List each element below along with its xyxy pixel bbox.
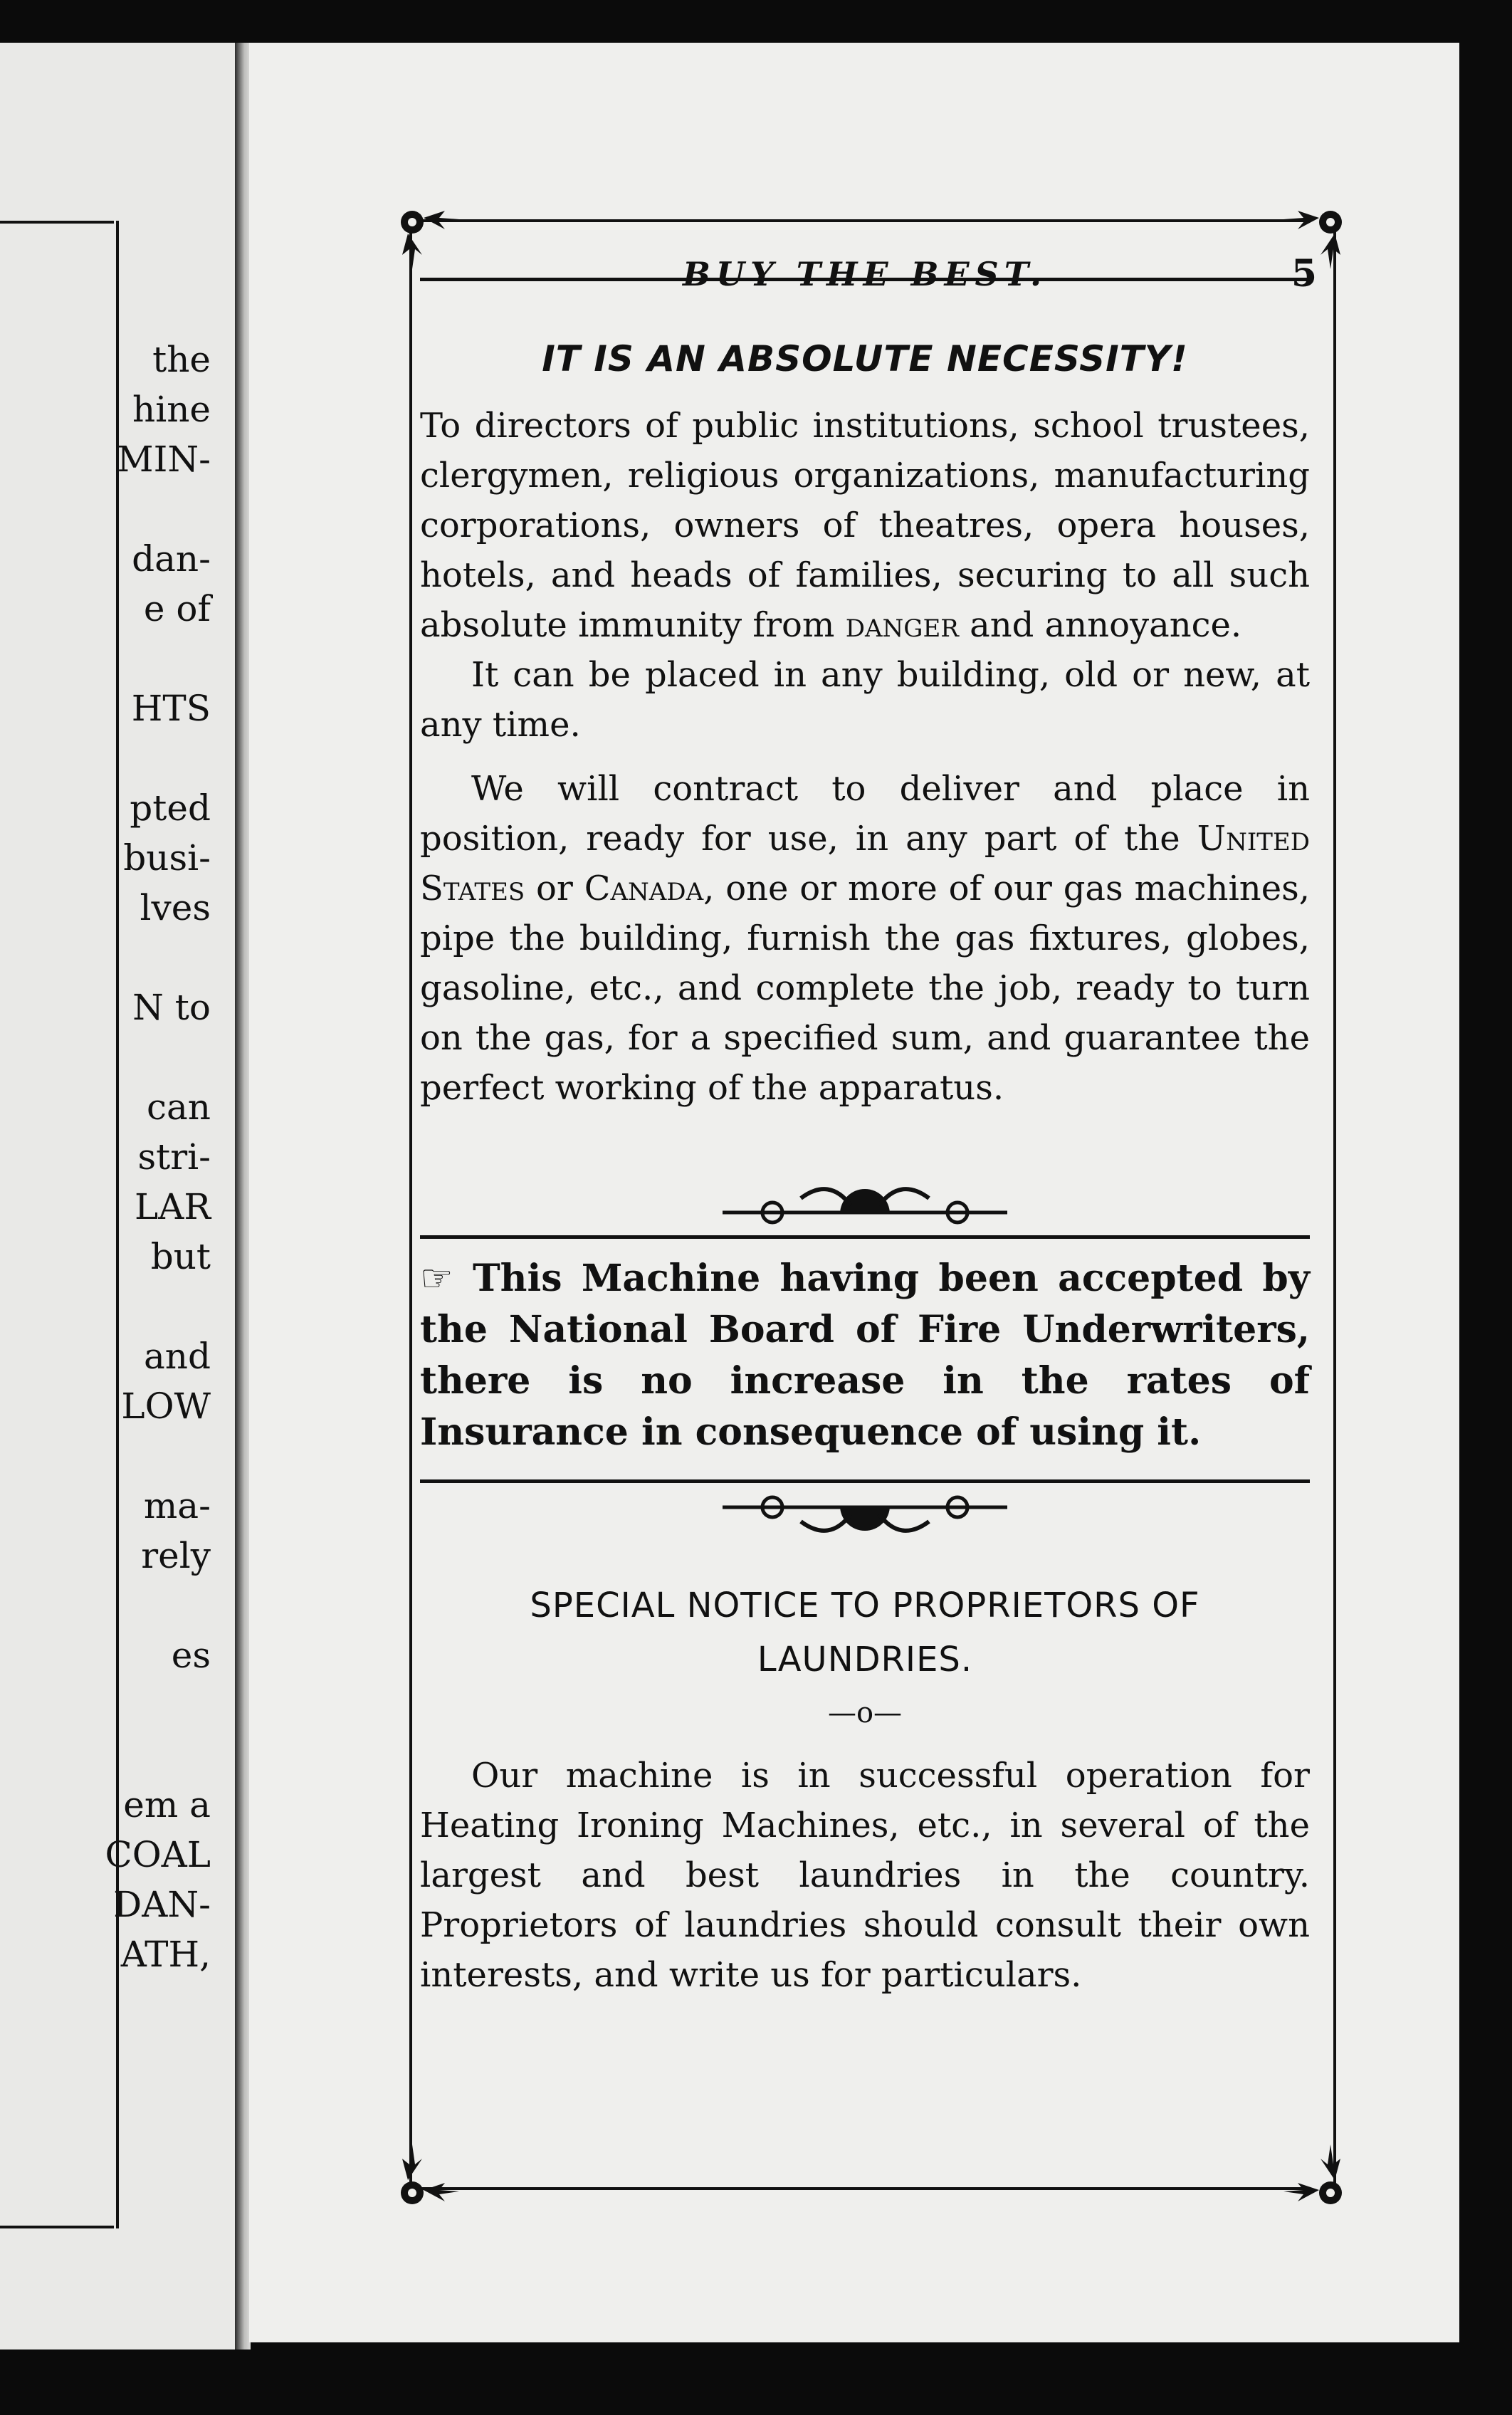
- section-heading-necessity: IT IS AN ABSOLUTE NECESSITY!: [542, 338, 1188, 379]
- left-page-fragment: ATH,: [120, 1934, 211, 1975]
- pointing-hand-icon: ☞: [420, 1257, 453, 1300]
- contract-text-a: We will contract to deliver and place in position, ready for use, in any part of the: [420, 769, 1310, 859]
- left-frame-bottom-rule: [0, 2226, 114, 2228]
- fleuron-divider-top-icon: [715, 1170, 1014, 1234]
- left-page-frame: [0, 221, 127, 2228]
- circle-separator: —o—: [827, 1697, 903, 1729]
- left-page-fragment: HTS: [131, 688, 211, 729]
- left-page-fragment: lves: [140, 887, 211, 928]
- running-header: [420, 199, 1317, 295]
- left-page-fragment: rely: [141, 1535, 211, 1576]
- left-page-fragment: ma-: [143, 1485, 211, 1526]
- laundries-heading-line1: SPECIAL NOTICE TO PROPRIETORS OF: [530, 1586, 1200, 1625]
- left-page-fragment: and: [143, 1336, 211, 1377]
- left-page-fragment: stri-: [137, 1136, 211, 1178]
- left-page-fragment: dan-: [132, 538, 211, 580]
- running-title: BUY THE BEST.: [682, 255, 1048, 293]
- frame-bottom-rule: [409, 2187, 1306, 2190]
- corner-ornament-bottom-right-icon: [1271, 2133, 1356, 2218]
- book-gutter: [235, 43, 251, 2349]
- left-page-fragment: DAN-: [113, 1884, 211, 1925]
- fire-underwriters-notice: [420, 1253, 1310, 1458]
- left-frame-top-rule: [0, 221, 114, 224]
- canada-smallcaps: Canada: [584, 869, 704, 908]
- left-page-fragment: COAL: [105, 1834, 211, 1875]
- paragraph-directors: [420, 401, 1310, 650]
- paragraph-directors-end: and annoyance.: [958, 605, 1242, 645]
- frame-right-rule: [1333, 219, 1336, 2191]
- book-page: [249, 43, 1459, 2342]
- left-page-fragment: hine: [132, 389, 211, 430]
- left-page-fragment: busi-: [123, 837, 211, 879]
- left-page-fragment: LOW: [121, 1385, 211, 1427]
- left-page-fragment: but: [150, 1236, 211, 1277]
- left-page-fragment: N to: [132, 987, 211, 1028]
- laundries-heading-line2: LAUNDRIES.: [757, 1640, 973, 1680]
- left-page-fragment: LAR: [135, 1186, 211, 1227]
- united-states-smallcaps: United States: [420, 819, 1310, 908]
- frame-left-rule: [409, 219, 412, 2191]
- left-page-fragment: can: [146, 1086, 211, 1128]
- paragraph-placement: It can be placed in any building, old or new, at any time.: [420, 655, 1310, 745]
- contract-text-b: or: [525, 869, 584, 908]
- left-page-fragment: em a: [123, 1784, 211, 1825]
- left-facing-page: [0, 43, 235, 2349]
- fire-underwriters-notice-text: This Machine having been accepted by the National Board of Fire Underwriters, there is no increase in the rates of Insurance in consequence of using it.: [420, 1257, 1310, 1454]
- left-page-fragment: es: [171, 1635, 211, 1676]
- notice-top-rule: [420, 1235, 1310, 1239]
- corner-ornament-bottom-left-icon: [388, 2133, 473, 2218]
- left-page-fragment: pted: [130, 787, 211, 829]
- paragraph-laundries: Our machine is in successful operation for Heating Ironing Machines, etc., in several of the largest and best laundries in the country. Proprietors of laundries should consult their own interests, and write us for particulars.: [420, 1756, 1310, 1995]
- left-page-fragment: the: [152, 339, 211, 380]
- contract-text-c: , one or more of our gas machines, pipe the building, furnish the gas fixtures, globes, gasoline, etc., and complete the job, ready to turn on the gas, for a specified sum, and guarantee the perfect working of the apparatus.: [420, 869, 1311, 1108]
- paragraph-directors-text: To directors of public institutions, school trustees, clergymen, religious organizations, manufacturing corporations, owners of theatres, opera houses, hotels, and heads of families, securing to all such absolute immunity from: [420, 406, 1310, 645]
- page-content: [420, 199, 1317, 2000]
- paragraph-contract: [420, 764, 1310, 1113]
- left-page-fragment: MIN-: [117, 439, 211, 480]
- danger-smallcaps: danger: [845, 605, 959, 645]
- notice-bottom-rule: [420, 1479, 1310, 1483]
- left-page-fragment: e of: [143, 588, 211, 629]
- fleuron-divider-bottom-icon: [715, 1486, 1014, 1550]
- page-number: 5: [1291, 252, 1317, 295]
